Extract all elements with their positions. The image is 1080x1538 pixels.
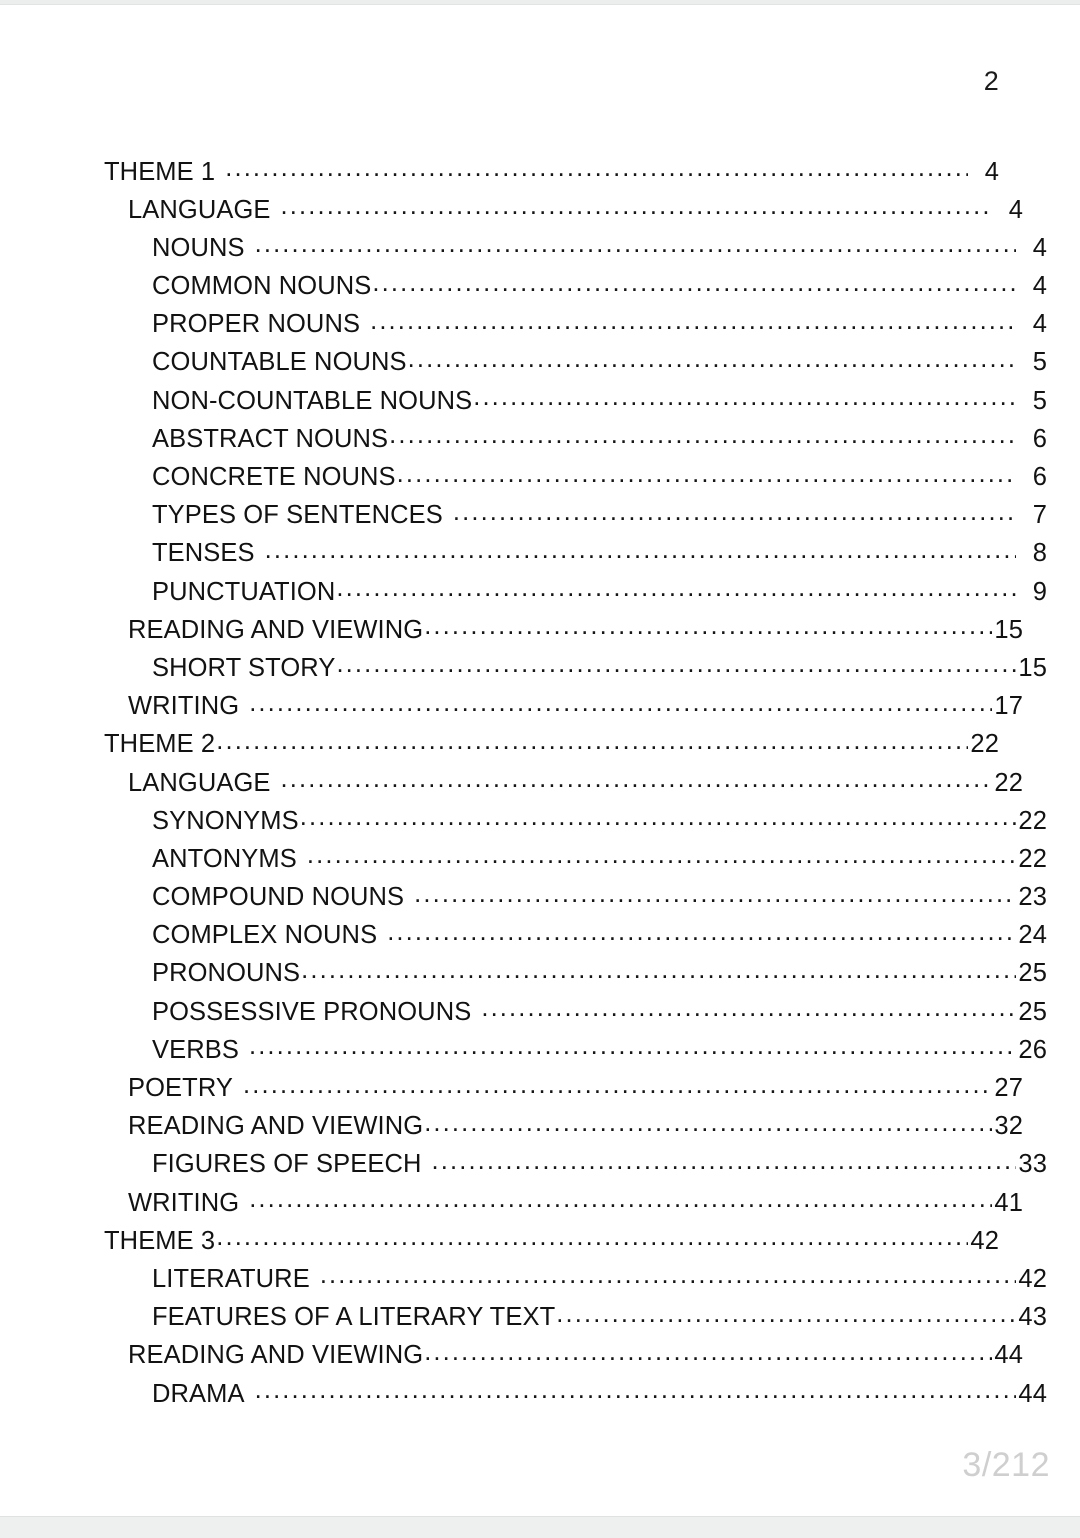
toc-entry-label: FEATURES OF A LITERARY TEXT [152, 1303, 556, 1332]
toc-entry[interactable] [152, 918, 1047, 956]
toc-entry[interactable] [152, 1376, 1047, 1414]
toc-entry[interactable] [128, 1071, 1023, 1109]
toc-entry-page-number: 25 [1018, 997, 1047, 1026]
toc-entry[interactable] [152, 421, 1047, 459]
toc-dot-leader [556, 1300, 1016, 1326]
toc-entry-label: PROPER NOUNS [152, 310, 361, 339]
toc-dot-leader [301, 956, 1016, 982]
toc-entry-page-number: 44 [994, 1341, 1023, 1370]
toc-dot-leader [255, 1376, 1016, 1402]
toc-dot-leader [397, 460, 1016, 486]
toc-entry-page-number: 23 [1018, 883, 1047, 912]
toc-dot-leader [432, 1147, 1017, 1173]
toc-entry-page-number: 22 [994, 768, 1023, 797]
toc-dot-leader [255, 230, 1016, 256]
toc-entry-label: LANGUAGE [128, 195, 271, 224]
toc-dot-leader [216, 727, 968, 753]
toc-entry[interactable] [128, 612, 1023, 650]
toc-entry-label: DRAMA [152, 1379, 245, 1408]
toc-entry[interactable] [152, 307, 1047, 345]
toc-dot-leader [249, 1032, 1016, 1058]
toc-dot-leader [408, 345, 1016, 371]
toc-dot-leader [281, 765, 992, 791]
toc-entry-label: TENSES [152, 539, 255, 568]
toc-entry-label: THEME 1 [104, 157, 216, 186]
toc-entry[interactable] [128, 689, 1023, 727]
toc-entry-page-number: 6 [1032, 463, 1047, 491]
document-page [0, 6, 1080, 1516]
toc-entry-page-number: 7 [1032, 501, 1047, 530]
toc-entry[interactable] [152, 383, 1047, 421]
toc-entry[interactable] [128, 1338, 1023, 1376]
toc-entry-page-number: 15 [994, 615, 1023, 644]
toc-dot-leader [424, 612, 992, 638]
toc-entry-label: COMPOUND NOUNS [152, 883, 405, 912]
toc-entry[interactable] [104, 727, 999, 765]
toc-entry[interactable] [152, 345, 1047, 383]
toc-entry-label: TYPES OF SENTENCES [152, 501, 443, 530]
table-of-contents [0, 154, 1080, 1414]
toc-entry-page-number: 24 [1018, 921, 1047, 950]
toc-entry-page-number: 33 [1018, 1150, 1047, 1179]
toc-entry-label: POETRY [128, 1074, 233, 1102]
toc-entry[interactable] [152, 230, 1047, 268]
toc-entry-label: COMPLEX NOUNS [152, 921, 378, 950]
reader-page-indicator: 3/212 [962, 1446, 1050, 1484]
toc-entry[interactable] [152, 880, 1047, 918]
toc-dot-leader [265, 536, 1016, 562]
toc-entry-label: THEME 2 [104, 730, 216, 759]
toc-entry-page-number: 43 [1018, 1303, 1047, 1332]
toc-entry[interactable] [152, 574, 1047, 612]
toc-dot-leader [336, 650, 1016, 676]
toc-entry-page-number: 6 [1032, 424, 1047, 453]
toc-entry-page-number: 4 [984, 157, 999, 186]
toc-entry-page-number: 25 [1018, 959, 1047, 988]
toc-entry-page-number: 26 [1018, 1035, 1047, 1064]
toc-dot-leader [320, 1261, 1016, 1287]
toc-dot-leader [336, 574, 1016, 600]
toc-entry[interactable] [152, 1032, 1047, 1070]
toc-entry[interactable] [152, 1261, 1047, 1299]
toc-entry-label: COMMON NOUNS [152, 272, 372, 301]
toc-entry-page-number: 42 [1018, 1264, 1047, 1293]
toc-dot-leader [281, 192, 992, 218]
toc-entry[interactable] [128, 1185, 1023, 1223]
toc-entry[interactable] [152, 841, 1047, 879]
viewer-bottom-chrome [0, 1516, 1080, 1538]
toc-entry-label: COUNTABLE NOUNS [152, 348, 407, 377]
toc-dot-leader [424, 1109, 992, 1135]
toc-entry-label: READING AND VIEWING [128, 615, 424, 644]
toc-entry[interactable] [152, 650, 1047, 688]
toc-entry[interactable] [152, 994, 1047, 1032]
toc-dot-leader [453, 498, 1016, 524]
toc-entry-label: NOUNS [152, 233, 245, 262]
toc-entry-page-number: 17 [994, 692, 1023, 721]
toc-entry-label: CONCRETE NOUNS [152, 463, 396, 491]
toc-entry-page-number: 4 [1032, 272, 1047, 301]
toc-dot-leader [387, 918, 1016, 944]
toc-entry-label: VERBS [152, 1035, 239, 1064]
toc-entry-page-number: 5 [1032, 348, 1047, 377]
toc-entry-page-number: 22 [1018, 806, 1047, 835]
toc-entry[interactable] [152, 498, 1047, 536]
toc-entry-label: SYNONYMS [152, 806, 299, 835]
toc-entry[interactable] [152, 269, 1047, 307]
toc-entry-label: WRITING [128, 692, 240, 721]
toc-dot-leader [414, 880, 1016, 906]
toc-dot-leader [481, 994, 1016, 1020]
toc-entry-label: PUNCTUATION [152, 577, 336, 606]
toc-entry-page-number: 44 [1018, 1379, 1047, 1408]
toc-dot-leader [300, 803, 1016, 829]
toc-entry[interactable] [128, 1109, 1023, 1147]
page-header-number: 2 [983, 66, 999, 96]
toc-entry[interactable] [128, 192, 1023, 230]
toc-entry-label: LITERATURE [152, 1264, 310, 1293]
toc-entry-page-number: 8 [1032, 539, 1047, 568]
toc-entry-page-number: 15 [1018, 653, 1047, 682]
toc-entry-page-number: 32 [994, 1112, 1023, 1141]
toc-entry-label: PRONOUNS [152, 959, 301, 988]
toc-entry-label: NON-COUNTABLE NOUNS [152, 386, 473, 415]
toc-entry-label: LANGUAGE [128, 768, 271, 797]
toc-dot-leader [389, 421, 1016, 447]
toc-entry-label: POSSESSIVE PRONOUNS [152, 997, 472, 1026]
toc-entry-page-number: 22 [970, 730, 999, 759]
toc-dot-leader [243, 1071, 992, 1097]
toc-entry-label: SHORT STORY [152, 653, 336, 682]
toc-entry-label: WRITING [128, 1188, 240, 1217]
toc-entry[interactable] [104, 154, 999, 192]
toc-dot-leader [424, 1338, 992, 1364]
toc-entry-label: THEME 3 [104, 1226, 216, 1255]
toc-entry-page-number: 9 [1032, 577, 1047, 606]
toc-dot-leader [216, 1223, 968, 1249]
toc-entry-label: ABSTRACT NOUNS [152, 424, 389, 453]
toc-entry-page-number: 4 [1008, 195, 1023, 224]
toc-dot-leader [372, 269, 1016, 295]
toc-entry[interactable] [128, 765, 1023, 803]
toc-entry-label: FIGURES OF SPEECH [152, 1150, 422, 1179]
toc-entry-page-number: 22 [1018, 844, 1047, 873]
toc-entry[interactable] [152, 1300, 1047, 1338]
toc-entry-page-number: 41 [994, 1188, 1023, 1217]
toc-entry[interactable] [104, 1223, 999, 1261]
toc-entry-page-number: 4 [1032, 310, 1047, 339]
toc-dot-leader [249, 1185, 992, 1211]
toc-entry[interactable] [152, 460, 1047, 498]
toc-entry[interactable] [152, 536, 1047, 574]
toc-entry[interactable] [152, 956, 1047, 994]
toc-entry-label: ANTONYMS [152, 844, 297, 873]
toc-dot-leader [249, 689, 992, 715]
toc-entry-page-number: 5 [1032, 386, 1047, 415]
toc-entry-label: READING AND VIEWING [128, 1341, 424, 1370]
toc-entry[interactable] [152, 803, 1047, 841]
toc-entry-page-number: 42 [970, 1226, 999, 1255]
toc-dot-leader [307, 841, 1016, 867]
toc-entry[interactable] [152, 1147, 1047, 1185]
toc-dot-leader [370, 307, 1016, 333]
viewer-top-chrome [0, 0, 1080, 5]
toc-entry-page-number: 27 [994, 1074, 1023, 1102]
toc-dot-leader [473, 383, 1016, 409]
toc-entry-label: READING AND VIEWING [128, 1112, 424, 1141]
toc-entry-page-number: 4 [1032, 233, 1047, 262]
toc-dot-leader [225, 154, 968, 180]
